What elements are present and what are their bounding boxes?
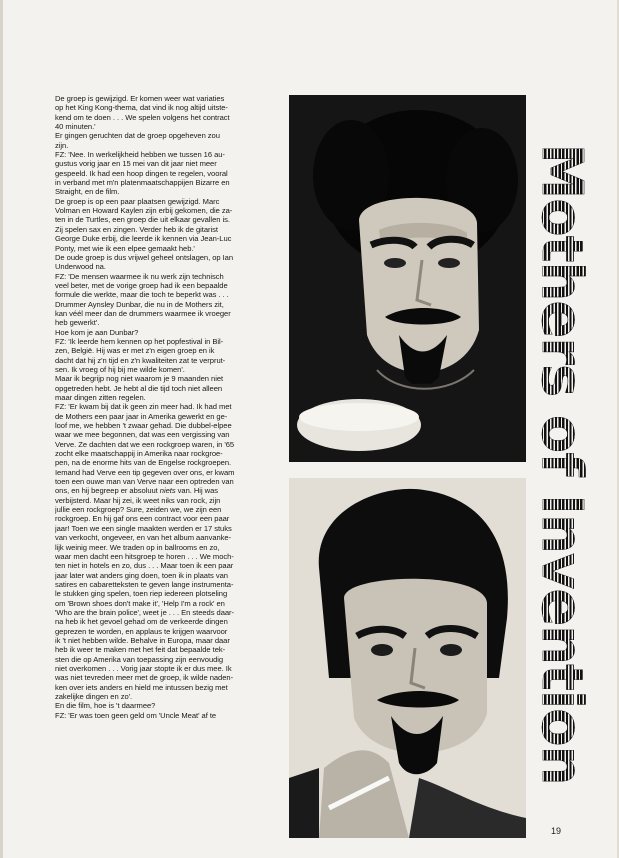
article-paragraph: FZ: 'De mensen waarmee ik nu werk zijn technisch veel beter, met de vorige groep had ik een bepaalde formule die werkte, maar die toch te beperkt was . . . Drummer Aynsley Dunbar, die nu in de Mothers zit, kan véél meer dan de drummers waarmee ik vroeger heb gewerkt'.	[55, 271, 231, 328]
article-paragraph	[55, 402, 287, 701]
article-paragraph: De groep is op een paar plaatsen gewijzigd. Marc Volman en Howard Kaylen zijn erbij gekomen, die za- ten in de Turtles, een groep die uit elkaar gevallen is. Zij spelen sax en zingen. Verder heb ik de gitarist George Duke erbij, die leerde ik kennen via Jean-Luc Ponty, met wie ik een elpee gemaakt heb.'	[55, 196, 233, 253]
article-paragraph: En die film, hoe is 't daarmee?	[55, 701, 156, 711]
article-text: FZ: 'Er kwam bij dat ik geen zin meer had. Ik had met de Mothers een paar jaar in Amerika gewerkt en ge- loof me, we hebben 't zwaar gehad. Die dubbel-elpee waar we mee begonnen, dat was een vergissing van Verve. Ze dachten dat we een rockgroep waren, in '65 zocht elke maatschappij in Amerika naar rockgroe- pen, na de enorme hits van de Engelse rockgroepen. Iemand had Verve een tip gegeven over ons, er kwam toen een ouwe man van Verve naar een optreden van ons, en hij begreep er absoluut	[55, 402, 235, 496]
article-paragraph: FZ: 'Ik leerde hem kennen op het popfestival in Bil- zen, België. Hij was er met z'n eigen groep en ik dacht dat hij z'n tijd en z'n kwaliteiten zat te verprut- sen. Ik vroeg of hij bij me wilde komen'.	[55, 336, 226, 374]
portrait-photo-bottom	[289, 478, 526, 838]
article-paragraph: FZ: 'Nee. In werkelijkheid hebben we tussen 16 au- gustus vorig jaar en 15 mei van dit jaar niet meer gespeeld. Ik had een hoop dingen te regelen, vooral in verband met m'n platenmaatschappijen Bizarre en Straight, en de film.	[55, 150, 230, 197]
article-paragraph: Maar ik begrijp nog niet waarom je 9 maanden niet opgetreden hebt. Je hebt al die tijd toch niet alleen maar dingen zitten regelen.	[55, 374, 224, 402]
article-paragraph: Er gingen geruchten dat de groep opgeheven zou zijn.	[55, 131, 220, 150]
article-paragraph: FZ: 'Er was toen geen geld om 'Uncle Meat' af te	[55, 710, 217, 720]
photo-bottom	[289, 478, 526, 838]
article-column	[55, 94, 287, 839]
article-paragraph: Hoe kom je aan Dunbar?	[55, 327, 139, 337]
photo-top	[289, 95, 526, 462]
article-emphasis: niets	[159, 486, 176, 496]
article-paragraph: De oude groep is dus vrijwel geheel ontslagen, op Ian Underwood na.	[55, 252, 234, 272]
portrait-photo-top	[289, 95, 526, 462]
vertical-title	[529, 95, 594, 833]
article-paragraph: De groep is gewijzigd. Er komen weer wat variaties op het King Kong-thema, dat vind ik nog altijd uitste- kend om te doen . . . We spelen volgens het contract 40 minuten.'	[55, 94, 230, 132]
article-text: van. Hij was verbijsterd. Maar hij zei, ik weet niks van rock, zijn jullie een rockgroep? Sure, zeiden we, we zijn een rockgroep. En hij gaf ons een contract voor een paar jaar! Toen we een single maakten werden er 17 stuks van verkocht, ongeveer, en van het album aanvanke- lijk weinig meer. We traden op in ballrooms en zo, waar men dacht een hitsgroep te horen . . . We moch- ten niet in hotels en zo, dus . . . Maar toen ik een paar jaar later wat anders ging doen, toen ik in plaats van satires en cabaretteksten te geven lange instrumenta- le stukken ging spelen, toen riep iedereen plotseling om 'Brown shoes don't make it', 'Help I'm a rock' en 'Who are the brain police', weet je . . . En steeds daar- na heb ik het gevoel gehad om de verkeerde dingen geprezen te worden, en applaus te krijgen waarvoor ik 't niet hebben wilde. Behalve in Europa, maar daar heb ik weer te maken met het feit dat bepaalde tek- sten die op Amerika van toepassing zijn eenvoudig niet overkomen . . . Vorig jaar stopte ik er dus mee. Ik was niet tevreden meer met de groep, ik wilde naden- ken over iets anders en hield me intussen bezig met zakelijke dingen en zo'.	[55, 486, 235, 701]
page-number: 19	[551, 826, 562, 836]
title: Mothers of Invention	[529, 143, 594, 785]
